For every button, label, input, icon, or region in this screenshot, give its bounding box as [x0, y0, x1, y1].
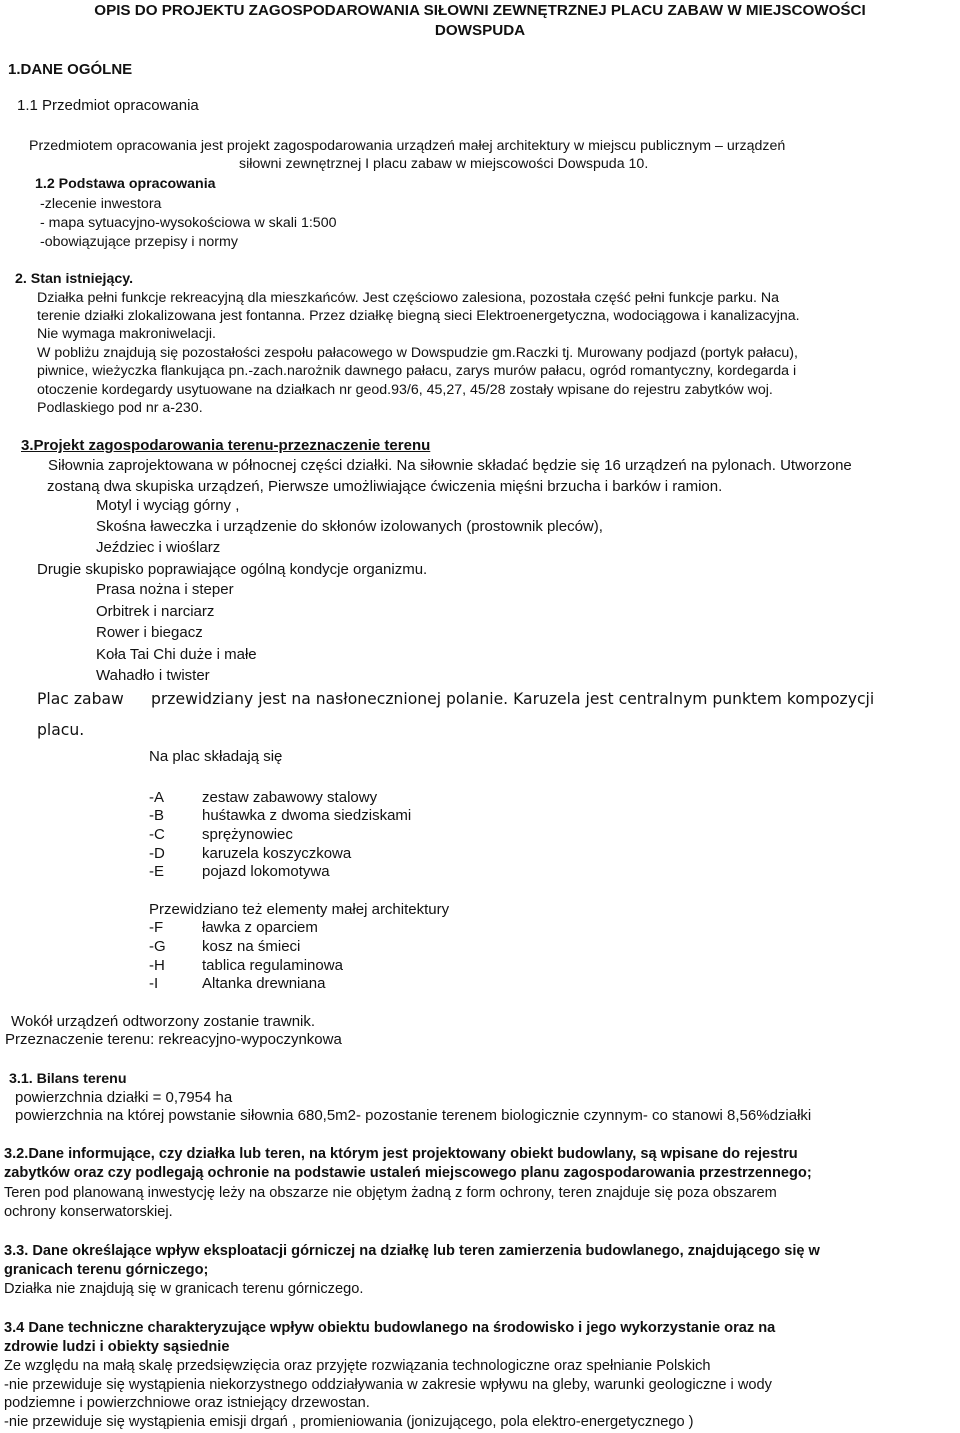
equipment-code: -C [149, 826, 165, 843]
small-arch-name: kosz na śmieci [202, 938, 301, 955]
equipment-code: -B [149, 807, 164, 824]
equipment-name: huśtawka z dwoma siedziskami [202, 807, 412, 824]
small-arch-name: ławka z oparciem [202, 919, 318, 936]
section-2-line: terenie działki zlokalizowana jest fontanna. Przez działkę biegną sieci Elektroenergetyczna, wodociągowa i kanalizacyjna. [37, 308, 800, 324]
section-1-1-text-line1: Przedmiotem opracowania jest projekt zagospodarowania urządzeń małej architektury w miejscu publicznym – urządzeń [29, 138, 786, 154]
section-3-heading: 3.Projekt zagospodarowania terenu-przeznaczenie terenu [21, 437, 431, 454]
section-2-line: Działka pełni funkcje rekreacyjną dla mieszkańców. Jest częściowo zalesiona, pozostała część pełni funkcje parku. Na [37, 290, 780, 306]
equipment-name: pojazd lokomotywa [202, 863, 330, 880]
section-3-4-line: podziemne i powierzchniowe oraz istniejący drzewostan. [4, 1395, 370, 1411]
section-3-4-line: Ze względu na małą skalę przedsięwzięcia oraz przyjęte rozwiązania technologiczne oraz spełnianie Polskich [4, 1358, 711, 1374]
section-3-4-heading-line1: 3.4 Dane techniczne charakteryzujące wpływ obiektu budowlanego na środowisko i jego wykorzystanie oraz na [4, 1320, 776, 1336]
group2-item: Koła Tai Chi duże i małe [96, 646, 257, 663]
small-architecture-intro: Przewidziano też elementy małej architektury [149, 901, 450, 918]
section-3-4-line: -nie przewiduje się wystąpienia emisji drgań , promieniowania (jonizującego, pola elektro-energetycznego ) [4, 1414, 694, 1430]
group2-item: Rower i biegacz [96, 624, 203, 641]
section-2-heading: 2. Stan istniejący. [15, 271, 134, 287]
site-balance-line1: powierzchnia działki = 0,7954 ha [15, 1089, 233, 1106]
section-3-3-text: Działka nie znajdują się w granicach terenu górniczego. [4, 1281, 364, 1297]
section-1-2-item: - mapa sytuacyjno-wysokościowa w skali 1:500 [40, 215, 337, 231]
section-3-2-text-line1: Teren pod planowaną inwestycję leży na obszarze nie objętym żadną z form ochrony, teren znajduje się poza obszarem [4, 1185, 777, 1201]
section-3-2-heading-line1: 3.2.Dane informujące, czy działka lub teren, na którym jest projektowany obiekt budowlany, są wpisane do rejestru [4, 1146, 798, 1162]
section-2-line: Nie wymaga makroniwelacji. [37, 326, 216, 342]
section-1-heading: 1.DANE OGÓLNE [8, 61, 133, 78]
small-arch-code: -G [149, 938, 166, 955]
section-2-line: otoczenie kordegardy usytuowane na działkach nr geod.93/6, 45,27, 45/28 zostały wpisane do rejestru zabytków woj. [37, 382, 773, 398]
group2-item: Orbitrek i narciarz [96, 603, 215, 620]
playground-consists-label: Na plac składają się [149, 748, 283, 765]
section-1-2-heading: 1.2 Podstawa opracowania [35, 176, 216, 192]
equipment-code: -E [149, 863, 164, 880]
site-balance-line2: powierzchnia na której powstanie siłownia 680,5m2- pozostanie terenem biologicznie czynnym- co stanowi 8,56%działki [15, 1107, 812, 1124]
section-3-4-heading-line2: zdrowie ludzi i obiekty sąsiednie [4, 1339, 230, 1355]
section-1-2-item: -zlecenie inwestora [40, 196, 162, 212]
section-1-1-text-line2: siłowni zewnętrznej I placu zabaw w miejscowości Dowspuda 10. [239, 156, 649, 172]
group2-item: Wahadło i twister [96, 667, 210, 684]
section-3-2-heading-line2: zabytków oraz czy podlegają ochronie na podstawie ustaleń miejscowego planu zagospodarowania przestrzennego; [4, 1165, 812, 1181]
section-3-3-heading-line1: 3.3. Dane określające wpływ eksploatacji górniczej na działkę lub teren zamierzenia budowlanego, znajdującego się w [4, 1243, 820, 1259]
section-2-line: piwnice, wieżyczka flankująca pn.-zach.narożnik dawnego pałacu, zarys murów pałacu, ogród romantyczny, kordegarda i [37, 363, 797, 379]
small-arch-name: Altanka drewniana [202, 975, 326, 992]
lawn-note: Wokół urządzeń odtworzony zostanie trawnik. [11, 1013, 316, 1030]
land-purpose: Przeznaczenie terenu: rekreacyjno-wypoczynkowa [5, 1031, 342, 1048]
section-1-1-heading: 1.1 Przedmiot opracowania [17, 97, 199, 114]
group1-item: Motyl i wyciąg górny , [96, 497, 240, 514]
group2-item: Prasa nożna i steper [96, 581, 234, 598]
playground-text-part1: Plac zabaw [37, 690, 124, 708]
section-3-intro-line1: Siłownia zaprojektowana w północnej części działki. Na siłownie składać będzie się 16 urządzeń na pylonach. Utworzone [48, 457, 852, 474]
section-3-1-heading: 3.1. Bilans terenu [9, 1071, 127, 1087]
equipment-code: -A [149, 789, 164, 806]
section-2-line: W pobliżu znajdują się pozostałości zespołu pałacowego w Dowspudzie gm.Raczki tj. Murowany podjazd (portyk pałacu), [37, 345, 798, 361]
playground-text-line2: placu. [37, 721, 85, 739]
small-arch-name: tablica regulaminowa [202, 957, 343, 974]
equipment-name: sprężynowiec [202, 826, 293, 843]
section-3-3-heading-line2: granicach terenu górniczego; [4, 1262, 209, 1278]
section-1-2-item: -obowiązujące przepisy i normy [40, 234, 238, 250]
equipment-name: zestaw zabawowy stalowy [202, 789, 378, 806]
section-3-4-line: -nie przewiduje się wystąpienia niekorzystnego oddziaływania w zakresie wpływu na gleby, warunki geologiczne i wody [4, 1377, 772, 1393]
group2-intro: Drugie skupisko poprawiające ogólną kondycje organizmu. [37, 561, 428, 578]
playground-text-part2: przewidziany jest na nasłonecznionej polanie. Karuzela jest centralnym punktem kompozycji [151, 690, 875, 708]
document-title-line2: DOWSPUDA [434, 22, 526, 39]
section-3-intro-line2: zostaną dwa skupiska urządzeń, Pierwsze umożliwiające ćwiczenia mięśni brzucha i barków i ramion. [47, 478, 723, 495]
group1-item: Skośna ławeczka i urządzenie do skłonów izolowanych (prostownik pleców), [96, 518, 603, 535]
group1-item: Jeździec i wioślarz [96, 539, 221, 556]
document-title-line1: OPIS DO PROJEKTU ZAGOSPODAROWANIA SIŁOWNI ZEWNĘTRZNEJ PLACU ZABAW W MIEJSCOWOŚCI [94, 2, 866, 19]
small-arch-code: -F [149, 919, 164, 936]
section-2-line: Podlaskiego pod nr a-230. [37, 400, 203, 416]
equipment-name: karuzela koszyczkowa [202, 845, 352, 862]
small-arch-code: -I [149, 975, 159, 992]
equipment-code: -D [149, 845, 165, 862]
small-arch-code: -H [149, 957, 165, 974]
section-3-2-text-line2: ochrony konserwatorskiej. [4, 1204, 173, 1220]
